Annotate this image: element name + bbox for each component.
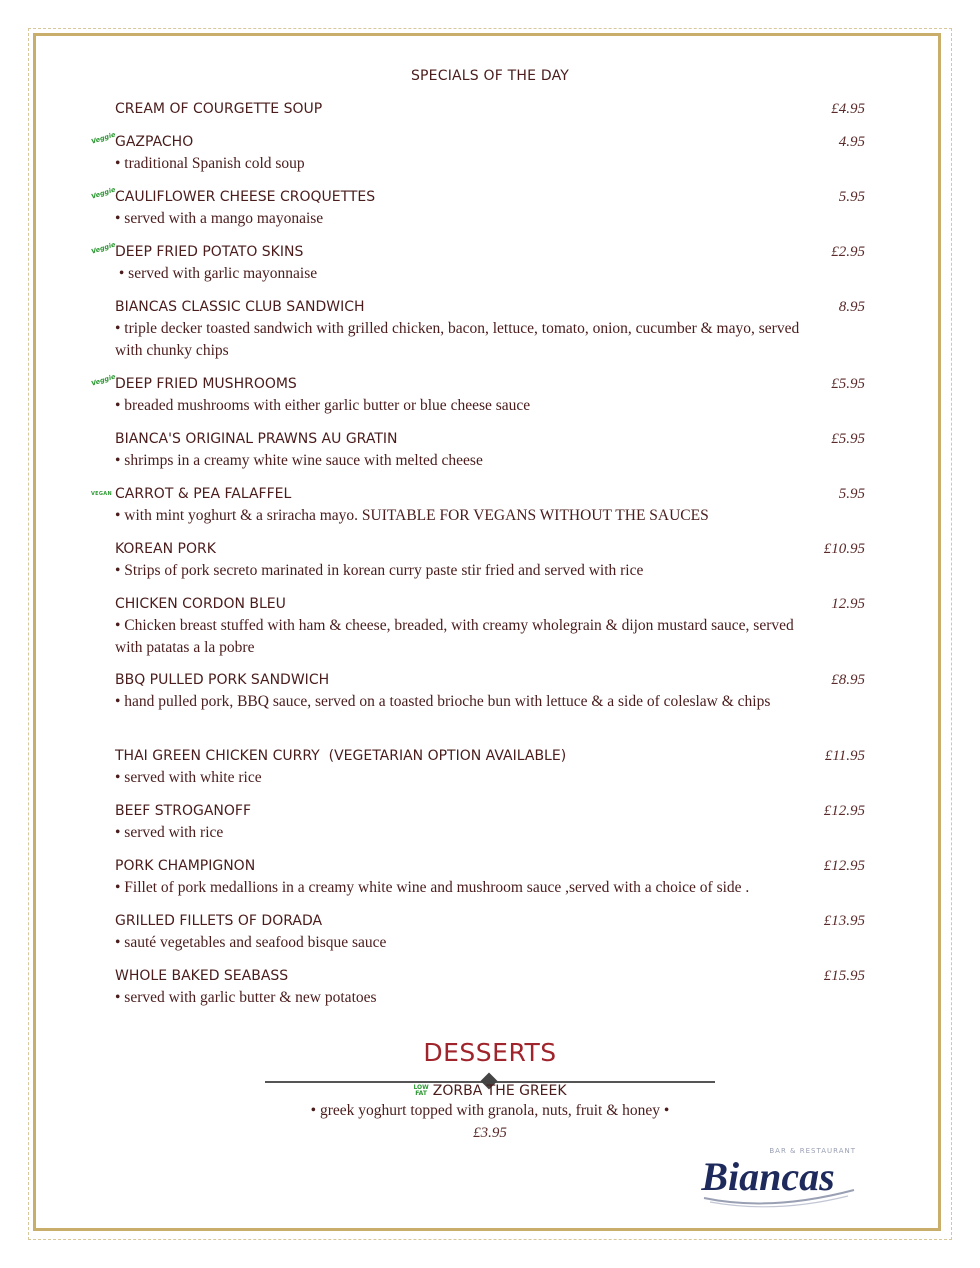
item-name: CHICKEN CORDON BLEU bbox=[115, 596, 286, 612]
item-description: • traditional Spanish cold soup bbox=[115, 155, 305, 172]
item-description: • served with rice bbox=[115, 824, 224, 841]
item-name: KOREAN PORK bbox=[115, 541, 216, 557]
item-description: • served with a mango mayonaise bbox=[115, 210, 324, 227]
item-name: CREAM OF COURGETTE SOUP bbox=[115, 101, 323, 117]
item-description: • Strips of pork secreto marinated in korean curry paste stir fried and served with rice bbox=[115, 562, 644, 579]
item-description: • served with garlic mayonnaise bbox=[115, 265, 318, 282]
dessert-item-name bbox=[0, 1083, 980, 1099]
item-price: £8.95 bbox=[831, 672, 865, 688]
veggie-badge-icon: Veggie bbox=[90, 240, 117, 256]
dessert-name-text: ZORBA THE GREEK bbox=[432, 1083, 567, 1099]
menu-item bbox=[90, 240, 865, 285]
item-name: BBQ PULLED PORK SANDWICH bbox=[115, 672, 330, 688]
item-price: £2.95 bbox=[831, 244, 865, 260]
item-description: • hand pulled pork, BBQ sauce, served on a toasted brioche bun with lettuce & a side of coleslaw & chips bbox=[115, 693, 771, 710]
item-name: GAZPACHO bbox=[115, 134, 194, 150]
veggie-badge-icon: Veggie bbox=[90, 372, 117, 388]
item-name: THAI GREEN CHICKEN CURRY (VEGETARIAN OPTION AVAILABLE) bbox=[115, 748, 567, 764]
menu-item bbox=[115, 910, 865, 954]
item-description: • breaded mushrooms with either garlic butter or blue cheese sauce bbox=[115, 397, 531, 414]
menu-item bbox=[90, 130, 865, 175]
item-price: £12.95 bbox=[823, 858, 865, 874]
item-price: 8.95 bbox=[838, 299, 865, 315]
item-name: PORK CHAMPIGNON bbox=[115, 858, 256, 874]
item-price: 5.95 bbox=[838, 486, 865, 502]
menu-item bbox=[115, 669, 865, 713]
low-fat-badge-icon bbox=[413, 1085, 428, 1097]
veggie-badge-icon: Veggie bbox=[90, 130, 117, 146]
desserts-heading: DESSERTS bbox=[423, 1038, 557, 1067]
item-name: CARROT & PEA FALAFFEL bbox=[115, 486, 292, 502]
item-name: WHOLE BAKED SEABASS bbox=[115, 968, 289, 984]
item-description: • served with garlic butter & new potatoes bbox=[115, 989, 377, 1006]
item-name: DEEP FRIED MUSHROOMS bbox=[115, 376, 297, 392]
item-price: 4.95 bbox=[838, 134, 865, 150]
logo-tagline: BAR & RESTAURANT bbox=[769, 1147, 856, 1155]
logo-wordmark: Biancas bbox=[701, 1154, 835, 1199]
menu-item bbox=[90, 185, 865, 230]
vegan-badge-icon: VEGAN bbox=[91, 491, 112, 497]
biancas-logo bbox=[676, 1140, 866, 1215]
item-description: • Chicken breast stuffed with ham & cheese, breaded, with creamy wholegrain & dijon mustard sauce, served with patatas a la pobre bbox=[115, 617, 794, 656]
menu-item bbox=[115, 296, 865, 362]
item-name: GRILLED FILLETS OF DORADA bbox=[115, 913, 323, 929]
item-description: • shrimps in a creamy white wine sauce with melted cheese bbox=[115, 452, 483, 469]
dessert-description: • greek yoghurt topped with granola, nuts, fruit & honey • bbox=[310, 1102, 670, 1119]
menu-item bbox=[90, 372, 865, 417]
menu-item bbox=[115, 800, 865, 844]
item-price: £12.95 bbox=[823, 803, 865, 819]
item-price: £11.95 bbox=[824, 748, 865, 764]
item-price: 5.95 bbox=[838, 189, 865, 205]
low-fat-badge-line1: LOW bbox=[413, 1084, 429, 1091]
menu-item bbox=[115, 98, 865, 120]
item-description: • served with white rice bbox=[115, 769, 262, 786]
menu-item bbox=[115, 593, 865, 659]
menu-item bbox=[115, 855, 865, 899]
item-price: £10.95 bbox=[823, 541, 865, 557]
item-name: BEEF STROGANOFF bbox=[115, 803, 252, 819]
item-price: 12.95 bbox=[831, 596, 865, 612]
item-description: • triple decker toasted sandwich with grilled chicken, bacon, lettuce, tomato, onion, cucumber & mayo, served with chunky chips bbox=[115, 320, 800, 359]
item-name: CAULIFLOWER CHEESE CROQUETTES bbox=[115, 189, 376, 205]
item-price: £4.95 bbox=[831, 101, 865, 117]
menu-item bbox=[115, 965, 865, 1009]
item-name: BIANCAS CLASSIC CLUB SANDWICH bbox=[115, 299, 365, 315]
item-name: DEEP FRIED POTATO SKINS bbox=[115, 244, 304, 260]
item-description: • with mint yoghurt & a sriracha mayo. SUITABLE FOR VEGANS WITHOUT THE SAUCES bbox=[115, 507, 709, 524]
veggie-badge-icon: Veggie bbox=[90, 185, 117, 201]
menu-item bbox=[115, 745, 865, 789]
item-price: £13.95 bbox=[823, 913, 865, 929]
item-description: • sauté vegetables and seafood bisque sauce bbox=[115, 934, 387, 951]
item-price: £15.95 bbox=[823, 968, 865, 984]
item-price: £5.95 bbox=[831, 431, 865, 447]
menu-item bbox=[115, 428, 865, 472]
item-price: £5.95 bbox=[831, 376, 865, 392]
item-description: • Fillet of pork medallions in a creamy white wine and mushroom sauce ,served with a choice of side . bbox=[115, 879, 750, 896]
menu-item bbox=[115, 538, 865, 582]
menu-item bbox=[91, 483, 865, 527]
dessert-price: £3.95 bbox=[473, 1125, 507, 1141]
low-fat-badge-line2: FAT bbox=[415, 1090, 427, 1097]
page-title: SPECIALS OF THE DAY bbox=[410, 68, 570, 84]
item-name: BIANCA'S ORIGINAL PRAWNS AU GRATIN bbox=[115, 431, 398, 447]
